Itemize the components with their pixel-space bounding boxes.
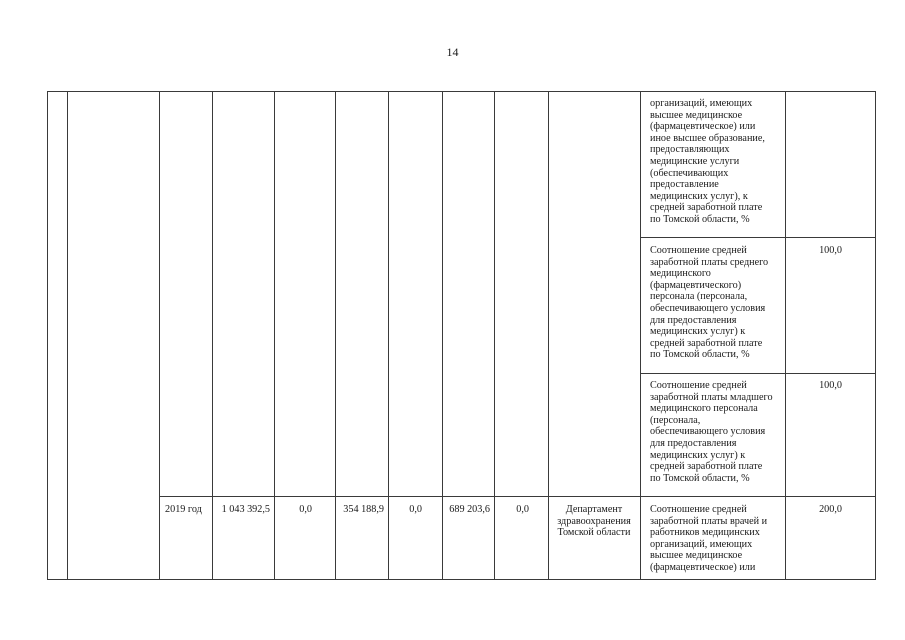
indicator-1-continued: организаций, имеющих высшее медицинское (фармацевтическое) или иное высшее образование, предоставляющих медицинские услуги (обеспечивающих предоставление медицинских услуг), к средней заработной плате по Томской области, %: [650, 98, 765, 225]
indicator-3-text: Соотношение средней заработной платы младшего медицинского персонала (персонала, обеспечивающего условия для предоставления медицинских услуг) к средней заработной плате по Томской области, %: [650, 380, 773, 484]
local-funding-cell: 0,0: [409, 504, 422, 515]
column-divider: [159, 91, 160, 580]
column-divider: [640, 91, 641, 580]
executor-cell: Департамент здравоохранения Томской области: [557, 504, 631, 539]
indicator-4-text: Соотношение средней заработной платы врачей и работников медицинских организаций, имеющих высшее медицинское (фармацевтическое) или: [650, 504, 768, 573]
column-divider: [548, 91, 549, 580]
total-funding-cell: 1 043 392,5: [221, 504, 270, 515]
column-divider: [785, 91, 786, 580]
year-cell: 2019 год: [165, 504, 202, 515]
tfoms-funding-cell: 689 203,6: [449, 504, 490, 515]
indicator-2-value: 100,0: [819, 245, 842, 256]
row-divider: [159, 496, 876, 497]
indicator-2-text: Соотношение средней заработной платы среднего медицинского (фармацевтического) персонала (персонала, обеспечивающего условия для предоставления медицинских услуг) к средней заработной плате по Томской области, %: [650, 245, 769, 361]
row-divider: [640, 237, 876, 238]
indicator-3-value: 100,0: [819, 380, 842, 391]
indicator-4-value: 200,0: [819, 504, 842, 515]
page-number: 14: [446, 45, 459, 59]
federal-funding-cell: 0,0: [299, 504, 312, 515]
regional-funding-cell: 354 188,9: [343, 504, 384, 515]
other-funding-cell: 0,0: [516, 504, 529, 515]
column-divider: [67, 91, 68, 580]
row-divider: [640, 373, 876, 374]
